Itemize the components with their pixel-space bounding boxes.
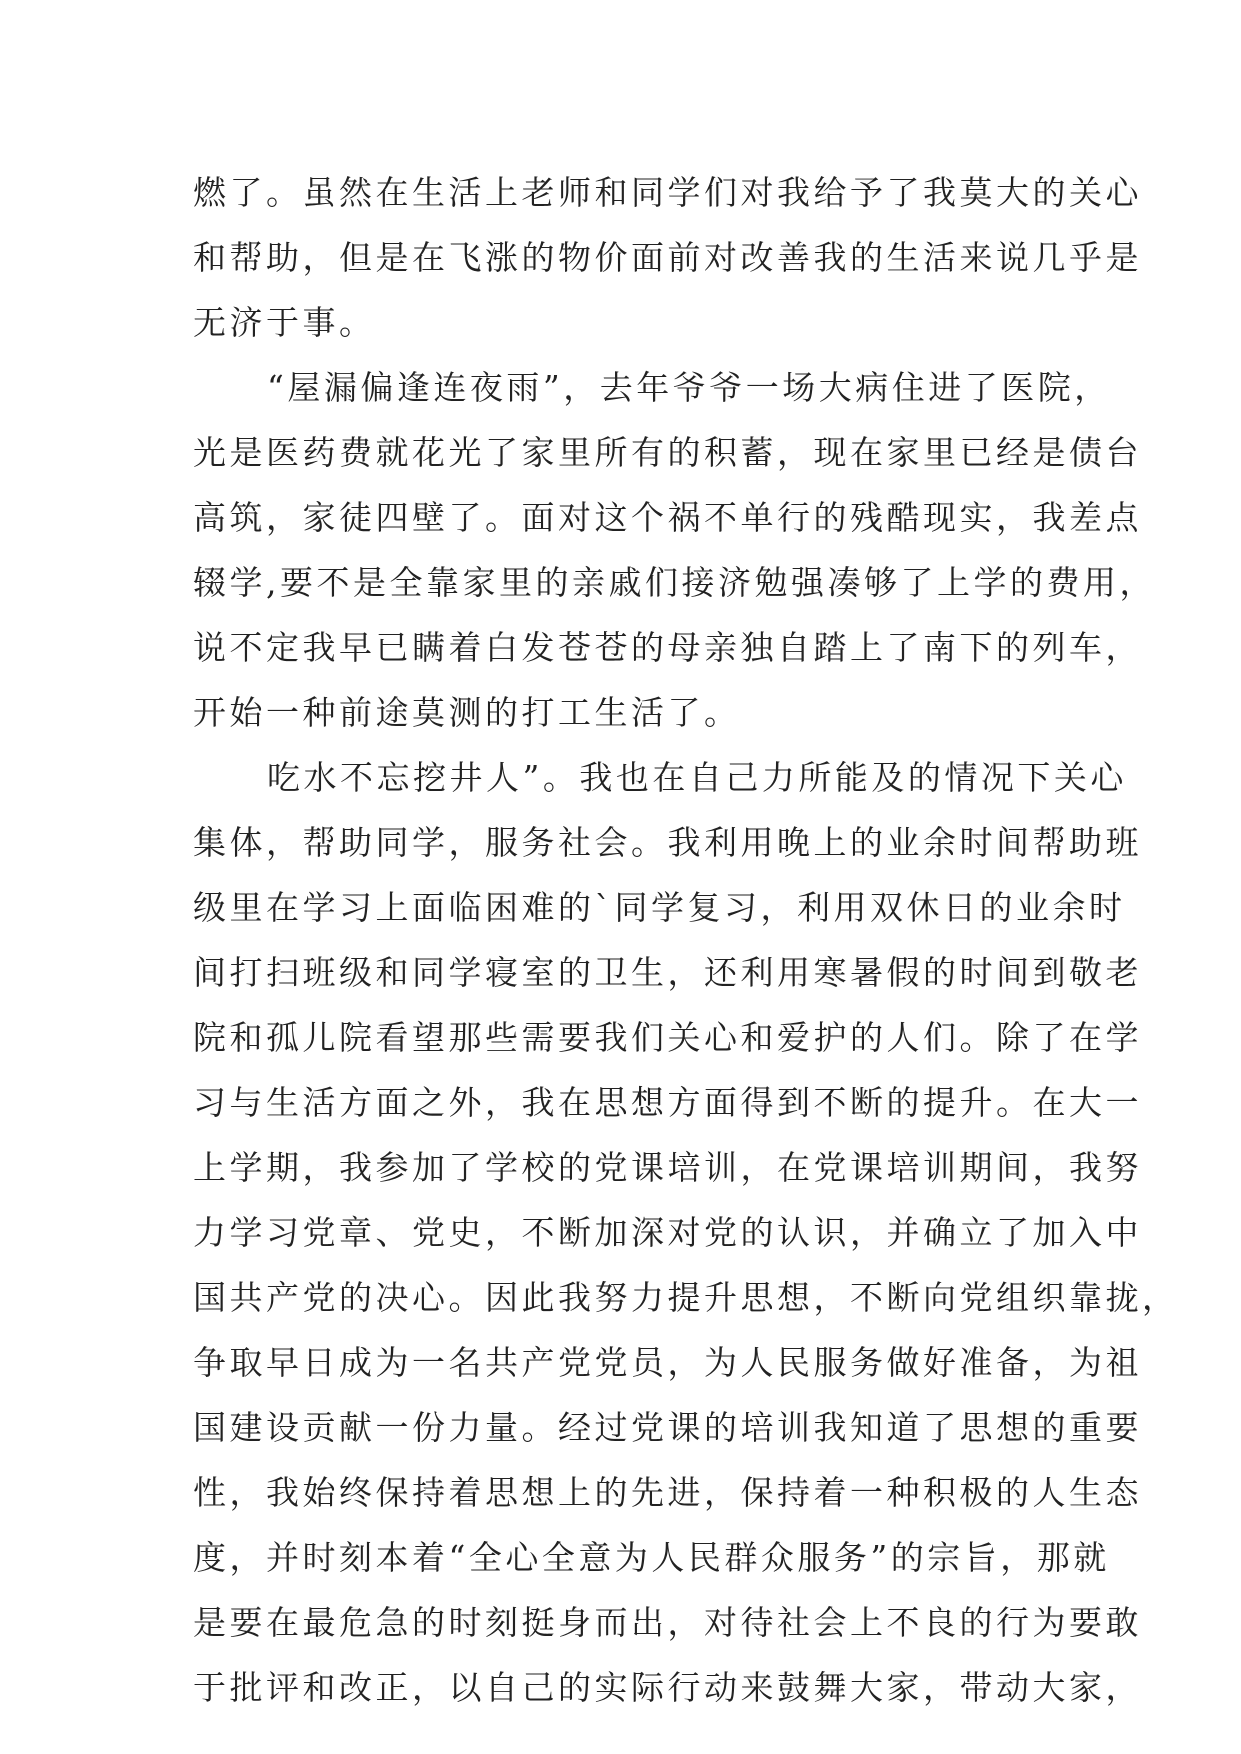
- text-line: 国建设贡献一份力量。经过党课的培训我知道了思想的重要: [193, 1408, 1142, 1447]
- text-line: “屋漏偏逢连夜雨”，去年爷爷一场大病住进了医院，: [267, 368, 1111, 407]
- text-line: 间打扫班级和同学寝室的卫生，还利用寒暑假的时间到敬老: [193, 953, 1142, 992]
- text-line: 开始一种前途莫测的打工生活了。: [193, 693, 741, 732]
- text-line: 习与生活方面之外，我在思想方面得到不断的提升。在大一: [193, 1083, 1142, 1122]
- text-line: 争取早日成为一名共产党党员，为人民服务做好准备，为祖: [193, 1343, 1142, 1382]
- text-line: 级里在学习上面临困难的`同学复习，利用双休日的业余时: [193, 888, 1126, 927]
- document-body: [193, 160, 1179, 1720]
- paragraph-2: [193, 355, 1156, 745]
- text-line: 光是医药费就花光了家里所有的积蓄，现在家里已经是债台: [193, 433, 1142, 472]
- text-line: 燃了。虽然在生活上老师和同学们对我给予了我莫大的关心: [193, 173, 1142, 212]
- text-line: 性，我始终保持着思想上的先进，保持着一种积极的人生态: [193, 1473, 1142, 1512]
- text-line: 和帮助，但是在飞涨的物价面前对改善我的生活来说几乎是: [193, 238, 1142, 277]
- text-line: 于批评和改正，以自己的实际行动来鼓舞大家，带动大家，: [193, 1668, 1142, 1707]
- text-line: 辍学,要不是全靠家里的亲戚们接济勉强凑够了上学的费用，: [193, 563, 1156, 602]
- text-line: 院和孤儿院看望那些需要我们关心和爱护的人们。除了在学: [193, 1018, 1142, 1057]
- text-line: 力学习党章、党史，不断加深对党的认识，并确立了加入中: [193, 1213, 1142, 1252]
- text-line: 说不定我早已瞒着白发苍苍的母亲独自踏上了南下的列车，: [193, 628, 1142, 667]
- text-line: 度，并时刻本着“全心全意为人民群众服务”的宗旨，那就: [193, 1538, 1110, 1577]
- text-line: 国共产党的决心。因此我努力提升思想，不断向党组织靠拢，: [193, 1278, 1179, 1317]
- text-line: 无济于事。: [193, 303, 376, 342]
- paragraph-1: [193, 160, 1142, 355]
- paragraph-3: [193, 745, 1179, 1720]
- text-line: 集体，帮助同学，服务社会。我利用晚上的业余时间帮助班: [193, 823, 1142, 862]
- text-line: 是要在最危急的时刻挺身而出，对待社会上不良的行为要敢: [193, 1603, 1142, 1642]
- text-line: 上学期，我参加了学校的党课培训，在党课培训期间，我努: [193, 1148, 1142, 1187]
- text-line: 吃水不忘挖井人”。我也在自己力所能及的情况下关心: [267, 758, 1127, 797]
- text-line: 高筑，家徒四壁了。面对这个祸不单行的残酷现实，我差点: [193, 498, 1142, 537]
